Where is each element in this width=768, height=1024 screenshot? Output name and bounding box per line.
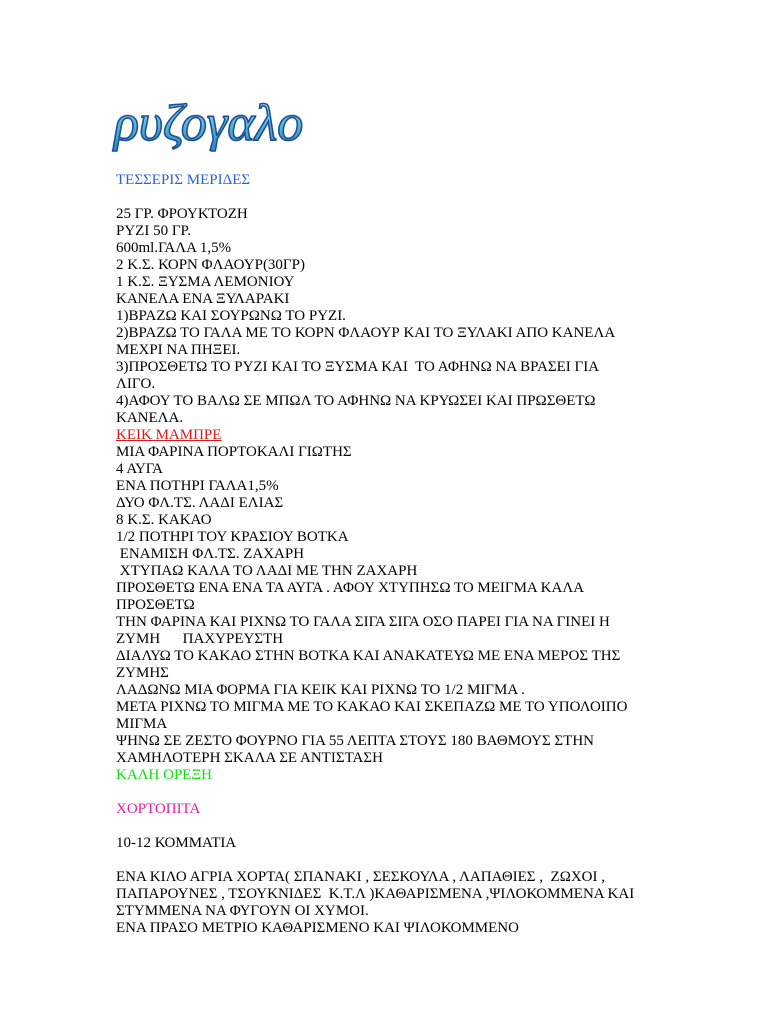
text-line: 4)ΑΦΟΥ ΤΟ ΒΑΛΩ ΣΕ ΜΠΩΛ ΤΟ ΑΦΗΝΩ ΝΑ ΚΡΥΩΣΕΙ ΚΑΙ ΠΡΩΣΘΕΤΩ — [116, 393, 596, 409]
spacer — [116, 818, 656, 835]
text-line: ΖΥΜΗΣ — [116, 665, 169, 681]
rizogalo-logo — [110, 88, 310, 168]
cake-recipe-title: ΚΕΙΚ ΜΑΜΠΡΕ — [116, 427, 222, 443]
text-line: ΔΙΑΛΥΩ ΤΟ ΚΑΚΑΟ ΣΤΗΝ ΒΟΤΚΑ ΚΑΙ ΑΝΑΚΑΤΕΥΩ ΜΕ ΕΝΑ ΜΕΡΟΣ ΤΗΣ — [116, 648, 621, 664]
pieces-count: 10-12 ΚΟΜΜΑΤΙΑ — [116, 835, 237, 851]
text-line: ΠΡΟΣΘΕΤΩ — [116, 597, 195, 613]
text-line: 2 Κ.Σ. ΚΟΡΝ ΦΛΑΟΥΡ(30ΓΡ) — [116, 257, 305, 273]
text-line: ΣΤΥΜΜΕΝΑ ΝΑ ΦΥΓΟΥΝ ΟΙ ΧΥΜΟΙ. — [116, 903, 369, 919]
recipe-text — [116, 172, 656, 937]
text-line: ΚΑΝΕΛΑ. — [116, 410, 184, 426]
text-line: ΜΙΑ ΦΑΡΙΝΑ ΠΟΡΤΟΚΑΛΙ ΓΙΩΤΗΣ — [116, 444, 352, 460]
spacer — [116, 852, 656, 869]
text-line: 2)ΒΡΑΖΩ ΤΟ ΓΑΛΑ ΜΕ ΤΟ ΚΟΡΝ ΦΛΑΟΥΡ ΚΑΙ ΤΟ ΞΥΛΑΚΙ ΑΠΟ ΚΑΝΕΛΑ — [116, 325, 616, 341]
text-line: ΜΙΓΜΑ — [116, 716, 168, 732]
text-line: ΜΕΧΡΙ ΝΑ ΠΗΞΕΙ. — [116, 342, 241, 358]
text-line: 4 ΑΥΓΑ — [116, 461, 163, 477]
text-line: ΔΥΟ ΦΛ.ΤΣ. ΛΑΔΙ ΕΛΙΑΣ — [116, 495, 284, 511]
pie-ingredients — [116, 869, 656, 937]
text-line: ΤΗΝ ΦΑΡΙΝΑ ΚΑΙ ΡΙΧΝΩ ΤΟ ΓΑΛΑ ΣΙΓΑ ΣΙΓΑ ΟΣΟ ΠΑΡΕΙ ΓΙΑ ΝΑ ΓΙΝΕΙ Η — [116, 614, 610, 630]
text-line: ΠΡΟΣΘΕΤΩ ΕΝΑ ΕΝΑ ΤΑ ΑΥΓΑ . ΑΦΟΥ ΧΤΥΠΗΣΩ ΤΟ ΜΕΙΓΜΑ ΚΑΛΑ — [116, 580, 585, 596]
text-line: ΕΝΑ ΠΟΤΗΡΙ ΓΑΛΑ1,5% — [116, 478, 279, 494]
text-line: ΠΑΠΑΡΟΥΝΕΣ , ΤΣΟΥΚΝΙΔΕΣ Κ.Τ.Λ )ΚΑΘΑΡΙΣΜΕΝΑ ,ΨΙΛΟΚΟΜΜΕΝΑ ΚΑΙ — [116, 886, 635, 902]
text-line: 600ml.ΓΑΛΑ 1,5% — [116, 240, 232, 256]
text-line: ΕΝΑ ΚΙΛΟ ΑΓΡΙΑ ΧΟΡΤΑ( ΣΠΑΝΑΚΙ , ΣΕΣΚΟΥΛΑ , ΛΑΠΑΘΙΕΣ , ΖΩΧΟΙ , — [116, 869, 606, 885]
text-line: ΖΥΜΗ ΠΑΧΥΡΕΥΣΤΗ — [116, 631, 284, 647]
text-line: ΡΥΖΙ 50 ΓΡ. — [116, 223, 191, 239]
rizogalo-ingredients-and-steps — [116, 206, 656, 427]
text-line: 1)ΒΡΑΖΩ ΚΑΙ ΣΟΥΡΩΝΩ ΤΟ ΡΥΖΙ. — [116, 308, 346, 324]
text-line: 3)ΠΡΟΣΘΕΤΩ ΤΟ ΡΥΖΙ ΚΑΙ ΤΟ ΞΥΣΜΑ ΚΑΙ ΤΟ ΑΦΗΝΩ ΝΑ ΒΡΑΣΕΙ ΓΙΑ — [116, 359, 600, 375]
text-line: ΛΑΔΩΝΩ ΜΙΑ ΦΟΡΜΑ ΓΙΑ ΚΕΙΚ ΚΑΙ ΡΙΧΝΩ ΤΟ 1/2 ΜΙΓΜΑ . — [116, 682, 525, 698]
spacer — [116, 784, 656, 801]
servings-label: ΤΕΣΣΕΡΙΣ ΜΕΡΙΔΕΣ — [116, 172, 251, 188]
text-line: ΨΗΝΩ ΣΕ ΖΕΣΤΟ ΦΟΥΡΝΟ ΓΙΑ 55 ΛΕΠΤΑ ΣΤΟΥΣ 180 ΒΑΘΜΟΥΣ ΣΤΗΝ — [116, 733, 594, 749]
cake-ingredients-and-steps — [116, 444, 656, 767]
text-line: ΕΝΑ ΠΡΑΣΟ ΜΕΤΡΙΟ ΚΑΘΑΡΙΣΜΕΝΟ ΚΑΙ ΨΙΛΟΚΟΜΜΕΝΟ — [116, 920, 519, 936]
logo-text: ρυζογαλο — [114, 95, 304, 152]
closing-wish: ΚΑΛΗ ΟΡΕΞΗ — [116, 767, 212, 783]
text-line: ΜΕΤΑ ΡΙΧΝΩ ΤΟ ΜΙΓΜΑ ΜΕ ΤΟ ΚΑΚΑΟ ΚΑΙ ΣΚΕΠΑΖΩ ΜΕ ΤΟ ΥΠΟΛΟΙΠΟ — [116, 699, 628, 715]
text-line: ΧΑΜΗΛΟΤΕΡΗ ΣΚΑΛΑ ΣΕ ΑΝΤΙΣΤΑΣΗ — [116, 750, 383, 766]
text-line: ΧΤΥΠΑΩ ΚΑΛΑ ΤΟ ΛΑΔΙ ΜΕ ΤΗΝ ΖΑΧΑΡΗ — [116, 563, 418, 579]
text-line: 1 Κ.Σ. ΞΥΣΜΑ ΛΕΜΟΝΙΟΥ — [116, 274, 295, 290]
text-line: 8 Κ.Σ. ΚΑΚΑΟ — [116, 512, 212, 528]
text-line: 25 ΓΡ. ΦΡΟΥΚΤΟΖΗ — [116, 206, 248, 222]
text-line: ΛΙΓΟ. — [116, 376, 156, 392]
pie-recipe-title: ΧΟΡΤΟΠΙΤΑ — [116, 801, 201, 817]
text-line: ΚΑΝΕΛΑ ΕΝΑ ΞΥΛΑΡΑΚΙ — [116, 291, 290, 307]
text-line: 1/2 ΠΟΤΗΡΙ ΤΟΥ ΚΡΑΣΙΟΥ ΒΟΤΚΑ — [116, 529, 349, 545]
text-line: ΕΝΑΜΙΣΗ ΦΛ.ΤΣ. ΖΑΧΑΡΗ — [116, 546, 305, 562]
